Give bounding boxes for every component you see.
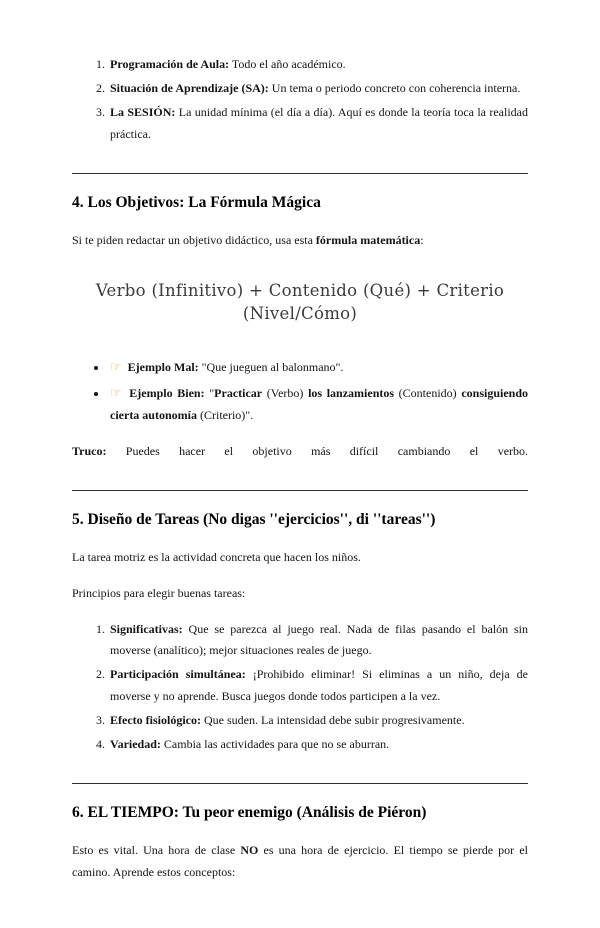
pointing-right-icon: ☞ (110, 358, 122, 374)
tareas-principles-list (72, 619, 528, 757)
item-desc: Que suden. La intensidad debe subir progresivamente. (200, 713, 465, 728)
item-term: Situación de Aprendizaje (SA): (110, 80, 269, 95)
example-good-bold-verb: Practicar (214, 385, 263, 400)
tareas-paragraph-2: Principios para elegir buenas tareas: (72, 585, 246, 600)
example-good-text: (Criterio)". (196, 407, 254, 422)
item-desc: Cambia las actividades para que no se aburran. (160, 737, 390, 752)
objetivos-intro-paragraph (72, 230, 528, 252)
example-bad-text: "Que jueguen al balonmano". (198, 359, 344, 374)
list-item (108, 54, 528, 76)
item-desc: Todo el año académico. (229, 57, 346, 71)
tiempo-paragraph (72, 840, 528, 884)
item-desc: Un tema o periodo concreto con coherencia interna. (268, 80, 521, 95)
section-heading-tareas: 5. Diseño de Tareas (No digas ''ejercicios'', di ''tareas'') (72, 510, 436, 528)
item-term: Programación de Aula: (110, 57, 230, 71)
item-desc: ¡Prohibido eliminar! Si eliminas a un niño, deja de moverse y no aprende. Busca juegos donde todos participen a la vez. (110, 667, 529, 704)
item-term: Variedad: (110, 737, 161, 752)
section-divider (72, 783, 528, 784)
tiempo-text: es una hora de ejercicio. El tiempo se pierde por el camino. Aprende estos conceptos: (72, 843, 528, 880)
section-heading-tiempo: 6. EL TIEMPO: Tu peor enemigo (Análisis de Piéron) (72, 804, 427, 822)
truco-text: Puedes hacer el objetivo más difícil cambiando el verbo. (125, 443, 529, 458)
example-bad-item (108, 355, 528, 379)
item-term: Participación simultánea: (110, 667, 246, 682)
list-item (108, 102, 528, 146)
list-item (108, 664, 528, 708)
truco-paragraph (72, 441, 528, 463)
example-good-text: (Contenido) (394, 385, 462, 400)
tareas-paragraph-1: La tarea motriz es la actividad concreta que hacen los niños. (72, 549, 361, 564)
planning-levels-list (72, 54, 528, 146)
examples-list (72, 355, 528, 427)
list-item (108, 734, 528, 756)
example-good-bold-criterion: consiguiendo cierta autonomía (110, 385, 529, 422)
intro-colon: : (420, 232, 424, 247)
item-term: Significativas: (110, 621, 183, 636)
example-good-bold-content: los lanzamientos (308, 385, 395, 400)
section-tareas (72, 510, 528, 757)
objective-formula: Verbo (Infinitivo) + Contenido (Qué) + Criterio (Nivel/Cómo) (95, 280, 505, 323)
pointing-right-icon: ☞ (110, 384, 122, 400)
item-desc: Que se parezca al juego real. Nada de filas pasando el balón sin moverse (analítico); mejor situaciones reales de juego. (110, 621, 528, 658)
list-item (108, 78, 528, 100)
tiempo-text: Esto es vital. Una hora de clase (72, 843, 241, 858)
list-item (108, 710, 528, 732)
section-divider (72, 490, 528, 491)
truco-label: Truco: (72, 443, 107, 458)
item-desc: La unidad mínima (el día a día). Aquí es donde la teoría toca la realidad práctica. (110, 104, 528, 141)
example-good-item (108, 381, 528, 427)
section-objetivos (72, 193, 528, 463)
example-bad-label: Ejemplo Mal: (127, 359, 199, 374)
example-good-label: Ejemplo Bien: (129, 385, 205, 400)
intro-bold: fórmula matemática (315, 232, 421, 247)
item-term: Efecto fisiológico: (110, 713, 201, 728)
item-term: La SESIÓN: (110, 104, 176, 119)
section-divider (72, 173, 528, 174)
section-tiempo (72, 803, 528, 884)
example-good-text: (Verbo) (262, 385, 309, 400)
intro-text: Si te piden redactar un objetivo didáctico, usa esta (72, 232, 316, 247)
list-item (108, 619, 528, 663)
example-good-text: " (204, 385, 215, 400)
tiempo-bold-no: NO (240, 843, 259, 858)
section-heading-objetivos: 4. Los Objetivos: La Fórmula Mágica (72, 193, 321, 211)
